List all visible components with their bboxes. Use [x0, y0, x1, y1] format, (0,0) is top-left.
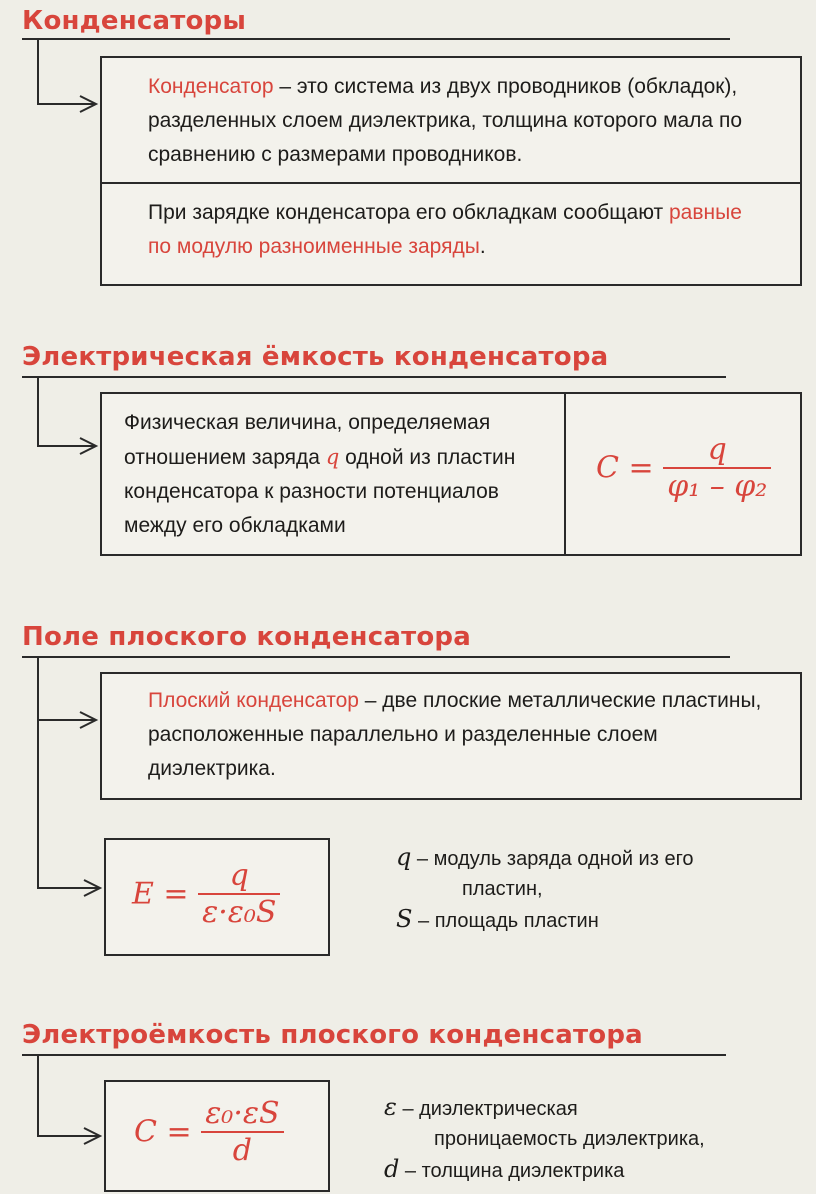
capacitance-text-before: Физическая величина, определяемая отношением заряда: [124, 411, 491, 469]
plane-capacitor-text: – две плоские металлические пластины, расположенные параллельно и разделенные слоем диэлектрика.: [148, 689, 762, 780]
arrow-plane-box: [38, 658, 96, 728]
formula-lhs: C =: [596, 450, 654, 486]
arrow-capacitor: [38, 40, 96, 112]
section-heading-plane-field: Поле плоского конденсатора: [22, 622, 471, 652]
plane-capacitor-term: Плоский конденсатор: [148, 689, 359, 712]
charging-text: При зарядке конденсатора его обкладкам сообщают: [148, 201, 669, 224]
arrow-field-formula: [38, 720, 100, 896]
formula-lhs: C =: [134, 1114, 192, 1150]
legend-text: – модуль заряда одной из его: [411, 848, 694, 870]
legend-symbol: d: [384, 1155, 400, 1183]
arrow-plane-capacitance: [38, 1056, 100, 1144]
formula-numerator: ε₀·εS: [205, 1096, 280, 1131]
formula-denominator: d: [201, 1131, 283, 1168]
section-heading-plane-capacitance: Электроёмкость плоского конденсатора: [22, 1020, 643, 1050]
legend-symbol: S: [396, 905, 413, 933]
legend-text: – толщина диэлектрика: [399, 1160, 625, 1182]
capacitor-term: Конденсатор: [148, 75, 274, 98]
capacitor-definition-text: – это система из двух проводников (обкладок), разделенных слоем диэлектрика, толщина которого мала по сравнению с размерами проводников.: [148, 75, 742, 166]
capacitance-text-after: одной из пластин конденсатора к разности потенциалов между его обкладками: [124, 446, 516, 537]
legend-text: – диэлектрическая: [396, 1098, 578, 1120]
charge-symbol: q: [325, 445, 340, 469]
legend-text: пластин,: [462, 878, 543, 900]
formula-numerator: q: [707, 432, 727, 467]
charging-end: .: [479, 235, 486, 258]
legend-symbol: q: [396, 843, 412, 871]
section-heading-capacitance: Электрическая ёмкость конденсатора: [22, 342, 609, 372]
formula-numerator: q: [229, 858, 249, 893]
charging-highlight: равные по модулю разноименные заряды: [148, 201, 742, 258]
legend-text: – площадь пластин: [412, 910, 599, 932]
section-heading-capacitors: Конденсаторы: [22, 6, 247, 36]
legend-symbol: ε: [384, 1093, 397, 1121]
legend-text: проницаемость диэлектрика,: [434, 1128, 705, 1150]
formula-denominator: ε·ε₀S: [198, 893, 280, 930]
formula-denominator: φ₁ – φ₂: [663, 467, 771, 504]
arrow-capacitance: [38, 378, 96, 454]
formula-lhs: E =: [132, 876, 189, 912]
